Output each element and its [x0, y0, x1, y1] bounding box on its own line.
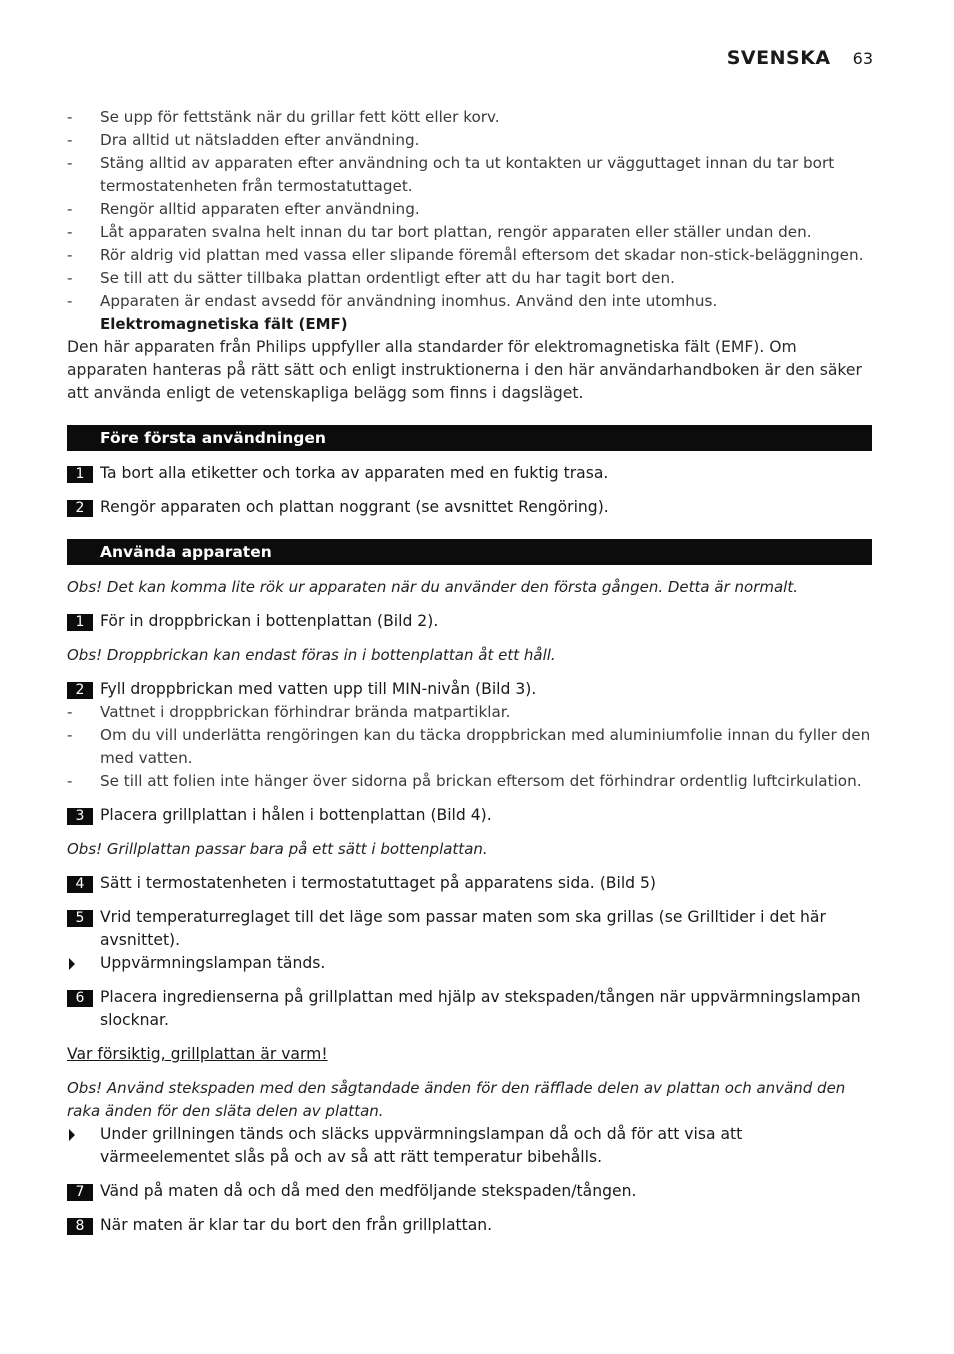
step-number: 2 — [67, 500, 93, 517]
section-heading-before-first-use: Före första användningen — [67, 425, 872, 451]
emf-paragraph: Den här apparaten från Philips uppfyller alla standarder för elektromagnetiska fält (EMF). Om apparaten hanteras på rätt sätt och enligt instruktionerna i den här användarhandboken är den säker att använda enligt de vetenskapliga belägg som finns i dagsläget. — [67, 338, 862, 402]
list-item: - Se upp för fettstänk när du grillar fett kött eller korv. — [67, 108, 500, 126]
step-item — [67, 610, 875, 633]
step-text: Vrid temperaturreglaget till det läge som passar maten som ska grillas (se Grilltider i det här avsnittet). — [100, 908, 826, 949]
note-text: Obs! Grillplattan passar bara på ett sätt i bottenplattan. — [67, 840, 488, 858]
step-number: 4 — [67, 876, 93, 893]
result-bullet: Uppvärmningslampan tänds. — [67, 952, 875, 975]
step-number: 1 — [67, 466, 93, 483]
step-item — [67, 496, 875, 519]
emf-heading: Elektromagnetiska fält (EMF) — [100, 315, 348, 333]
step-text: Placera grillplattan i hålen i bottenplattan (Bild 4). — [100, 806, 492, 824]
step-text: Placera ingredienserna på grillplattan med hjälp av stekspaden/tången när uppvärmningslampan slocknar. — [100, 988, 861, 1029]
step-text: Sätt i termostatenheten i termostatuttaget på apparatens sida. (Bild 5) — [100, 874, 657, 892]
list-item: - Apparaten är endast avsedd för användning inomhus. Använd den inte utomhus. — [67, 292, 718, 310]
step-number: 8 — [67, 1218, 93, 1235]
step-item — [67, 906, 875, 952]
step-text: Rengör apparaten och plattan noggrant (se avsnittet Rengöring). — [100, 498, 609, 516]
step-item — [67, 804, 875, 827]
list-item: - Dra alltid ut nätsladden efter användning. — [67, 131, 420, 149]
step-text: För in droppbrickan i bottenplattan (Bild 2). — [100, 612, 439, 630]
section-heading-using-appliance: Använda apparaten — [67, 539, 872, 565]
list-item: - Stäng alltid av apparaten efter användning och ta ut kontakten ur vägguttaget innan du tar bort termostatenheten från termostatuttaget. — [67, 154, 835, 195]
note-text: Obs! Använd stekspaden med den sågtandade änden för den räfflade delen av plattan och använd den raka änden för den släta delen av plattan. — [67, 1079, 846, 1120]
step-2-notes — [67, 701, 875, 793]
list-item: - Vattnet i droppbrickan förhindrar brända matpartiklar. — [67, 703, 511, 721]
list-item: - Låt apparaten svalna helt innan du tar bort plattan, rengör apparaten eller ställer undan den. — [67, 223, 812, 241]
step-number: 2 — [67, 682, 93, 699]
step-number: 5 — [67, 910, 93, 927]
page-content — [67, 106, 875, 1248]
list-item: - Om du vill underlätta rengöringen kan du täcka droppbrickan med aluminiumfolie innan du fyller den med vatten. — [67, 726, 871, 767]
step-number: 6 — [67, 990, 93, 1007]
list-item: - Se till att folien inte hänger över sidorna på brickan eftersom det förhindrar ordentlig luftcirkulation. — [67, 772, 862, 790]
safety-list — [67, 106, 875, 313]
triangle-bullet-icon — [69, 958, 75, 970]
triangle-bullet-icon — [69, 1129, 75, 1141]
step-item — [67, 872, 875, 895]
step-number: 3 — [67, 808, 93, 825]
language-heading: SVENSKA — [726, 47, 831, 69]
step-item — [67, 678, 875, 701]
step-text: När maten är klar tar du bort den från grillplattan. — [100, 1216, 493, 1234]
step-number: 7 — [67, 1184, 93, 1201]
step-text: Fyll droppbrickan med vatten upp till MIN-nivån (Bild 3). — [100, 680, 537, 698]
list-item: - Rör aldrig vid plattan med vassa eller slipande föremål eftersom det skadar non-stick-beläggningen. — [67, 246, 864, 264]
step-number: 1 — [67, 614, 93, 631]
step-item — [67, 462, 875, 485]
step-text: Vänd på maten då och då med den medföljande stekspaden/tången. — [100, 1182, 637, 1200]
page-header — [727, 47, 873, 69]
note-text: Obs! Det kan komma lite rök ur apparaten när du använder den första gången. Detta är normalt. — [67, 578, 798, 596]
step-item — [67, 1214, 875, 1237]
step-item — [67, 1180, 875, 1203]
page-number: 63 — [852, 49, 873, 68]
list-item: - Rengör alltid apparaten efter användning. — [67, 200, 420, 218]
step-text: Ta bort alla etiketter och torka av apparaten med en fuktig trasa. — [100, 464, 609, 482]
step-item — [67, 986, 875, 1032]
note-text: Obs! Droppbrickan kan endast föras in i bottenplattan åt ett håll. — [67, 646, 556, 664]
list-item: - Se till att du sätter tillbaka plattan ordentligt efter att du har tagit bort den. — [67, 269, 675, 287]
warning-text: Var försiktig, grillplattan är varm! — [67, 1045, 328, 1063]
result-bullet: Under grillningen tänds och släcks uppvärmningslampan då och då för att visa att värmeelementet slås på och av så att rätt temperatur bibehålls. — [67, 1123, 875, 1169]
